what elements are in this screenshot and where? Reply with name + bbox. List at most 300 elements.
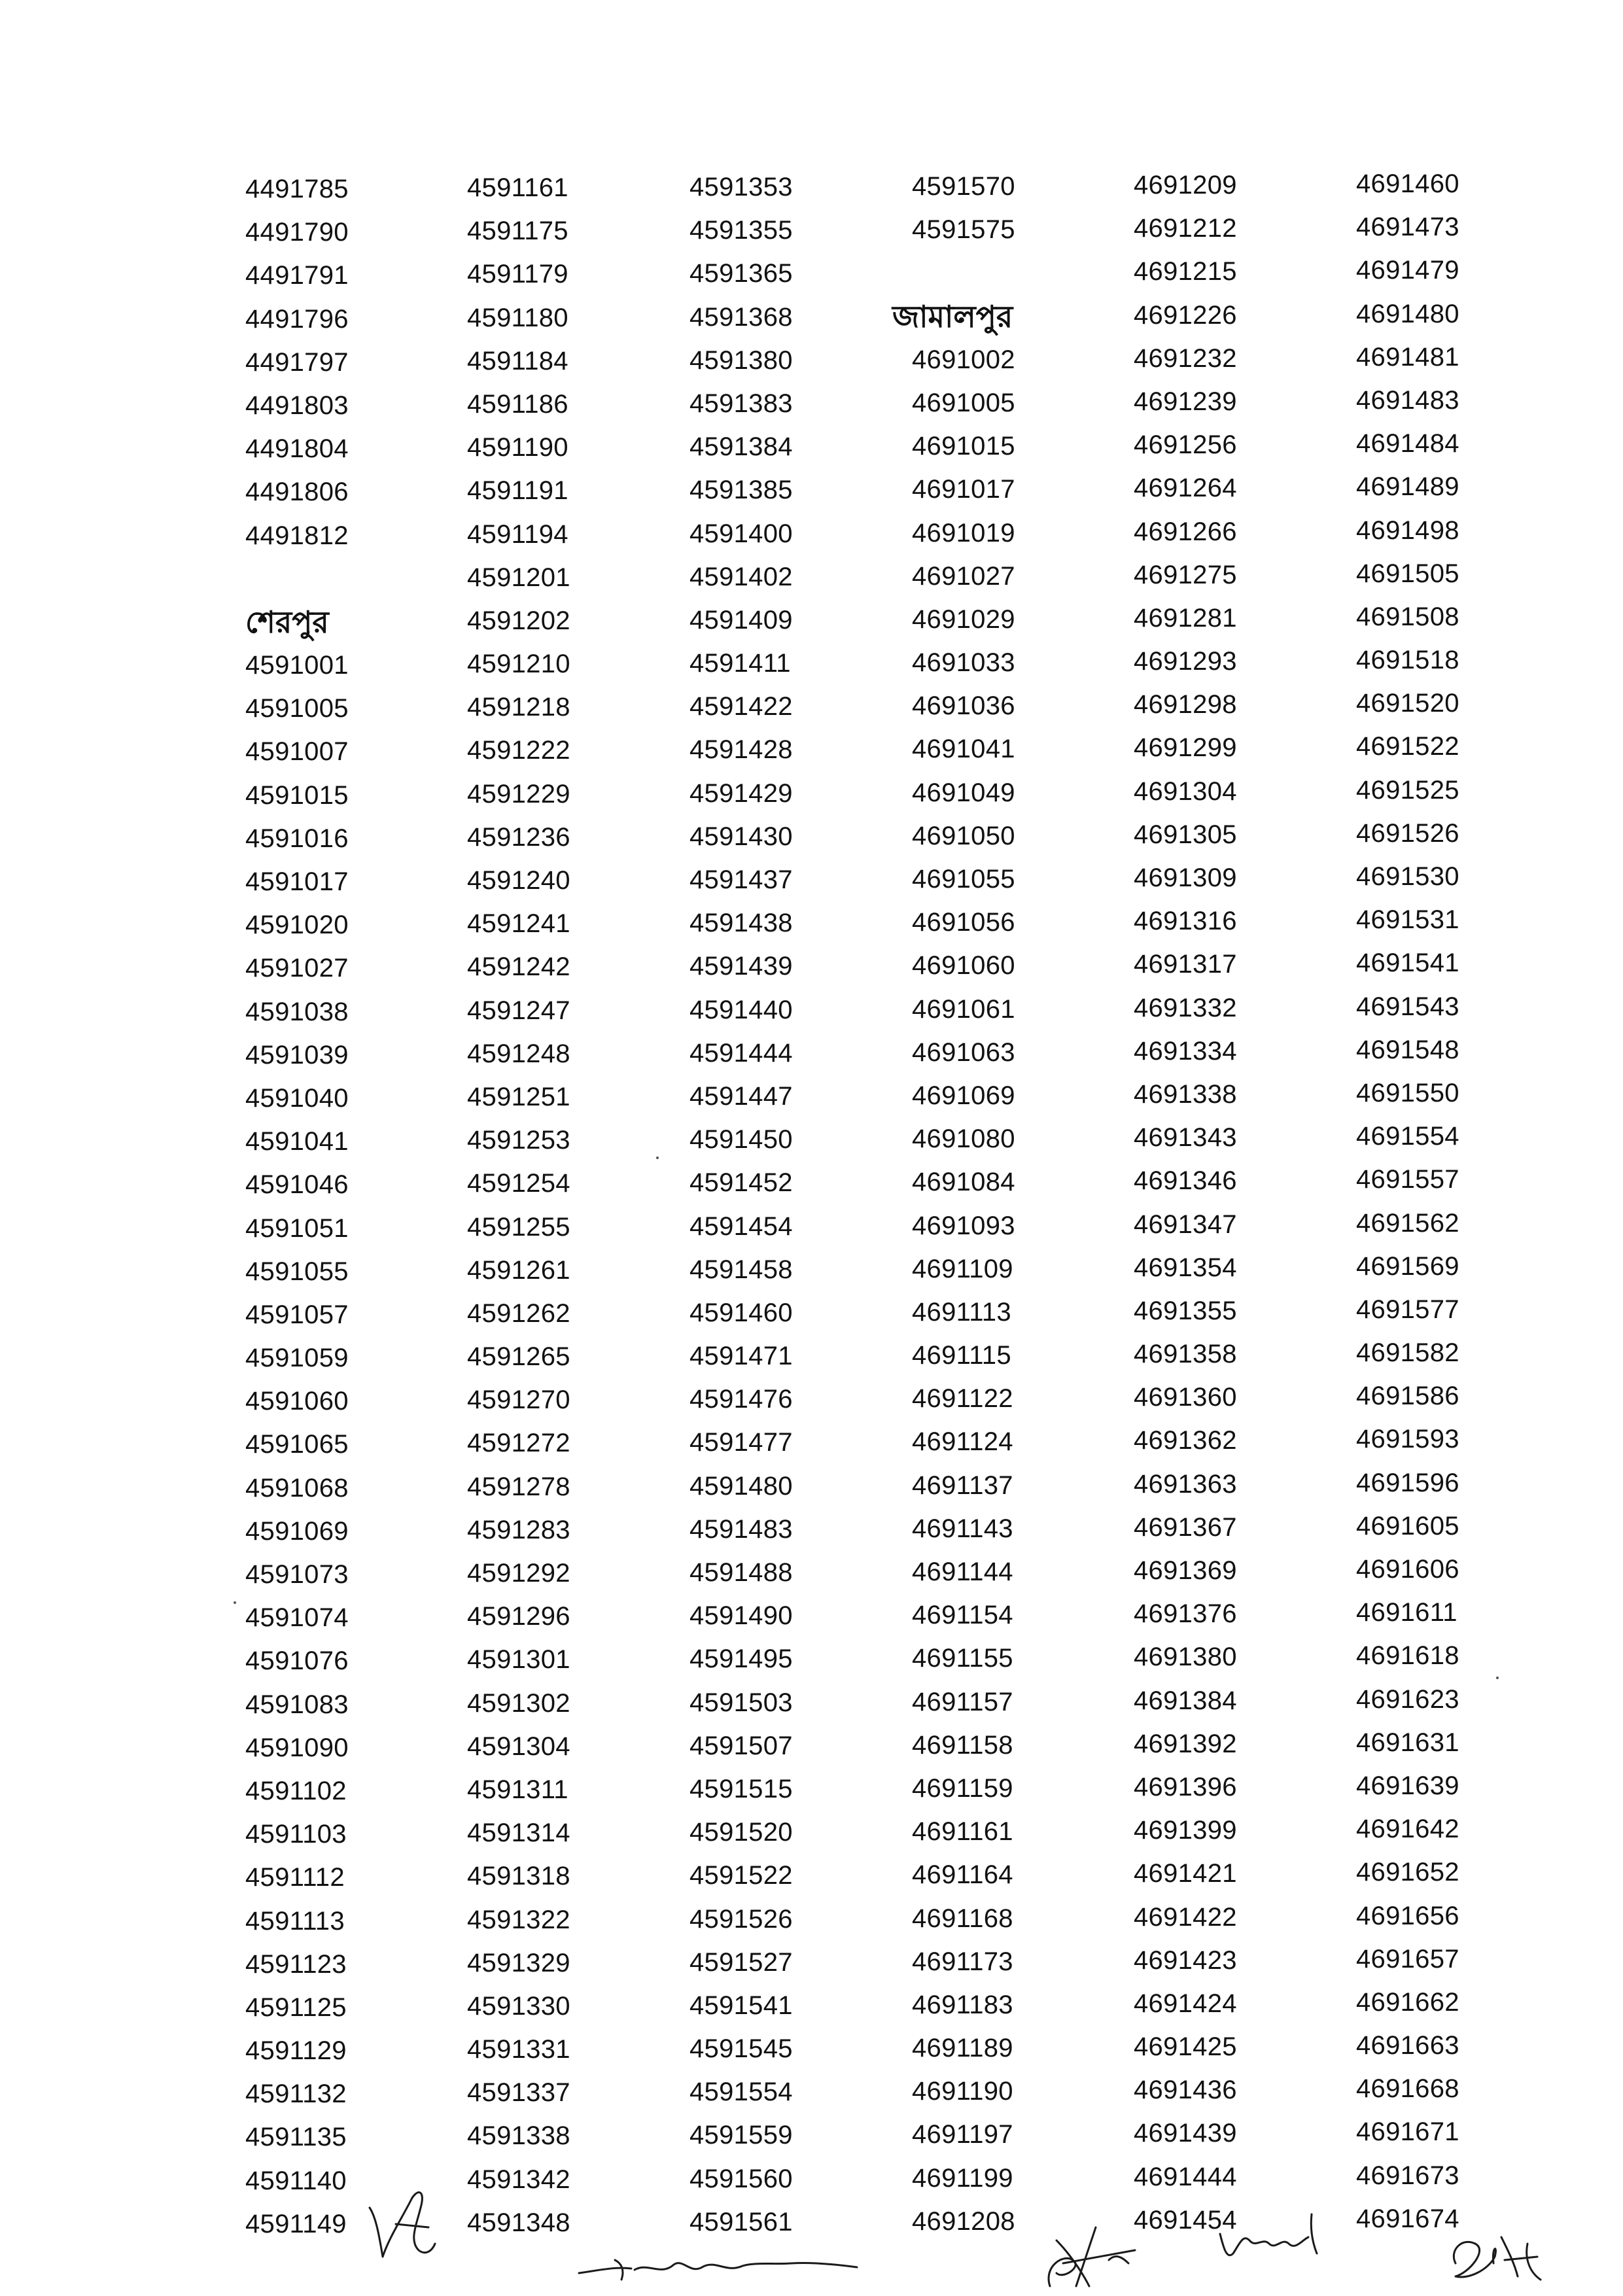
roll-number: 4691266 xyxy=(1134,517,1237,546)
roll-number: 4691481 xyxy=(1356,342,1459,372)
roll-number: 4691036 xyxy=(912,691,1015,721)
roll-number: 4591254 xyxy=(467,1169,570,1198)
roll-number: 4691668 xyxy=(1356,2074,1459,2104)
roll-number: 4691480 xyxy=(1356,299,1459,328)
roll-number: 4691518 xyxy=(1356,646,1459,675)
roll-number: 4591222 xyxy=(467,736,570,765)
roll-number: 4691662 xyxy=(1356,1987,1459,2017)
roll-number: 4691029 xyxy=(912,604,1015,634)
roll-number: 4691069 xyxy=(912,1081,1015,1110)
roll-number: 4691275 xyxy=(1134,560,1237,589)
roll-number: 4591040 xyxy=(245,1083,349,1113)
roll-number: 4691256 xyxy=(1134,430,1237,460)
roll-number: 4691281 xyxy=(1134,603,1237,633)
roll-number: 4691115 xyxy=(912,1341,1011,1370)
roll-number: 4691671 xyxy=(1356,2117,1459,2147)
roll-number: 4591027 xyxy=(245,954,349,983)
roll-number: 4591311 xyxy=(467,1775,568,1804)
roll-number: 4691173 xyxy=(912,1947,1013,1976)
district-heading: জামালপুর xyxy=(892,298,1013,334)
roll-number: 4591454 xyxy=(689,1211,793,1241)
roll-column-1 xyxy=(245,167,442,2246)
roll-column-3 xyxy=(689,165,886,2244)
roll-number: 4691015 xyxy=(912,432,1015,461)
roll-number: 4691508 xyxy=(1356,602,1459,631)
roll-number: 4691298 xyxy=(1134,690,1237,720)
roll-number: 4691208 xyxy=(912,2206,1015,2236)
roll-number: 4491797 xyxy=(245,347,349,377)
roll-number: 4591005 xyxy=(245,694,349,723)
roll-number: 4691392 xyxy=(1134,1729,1237,1758)
signature-4 xyxy=(1213,2208,1331,2267)
roll-number: 4591065 xyxy=(245,1430,349,1459)
roll-number: 4691124 xyxy=(912,1427,1013,1457)
roll-number: 4591495 xyxy=(689,1644,793,1674)
roll-number: 4691338 xyxy=(1134,1079,1237,1109)
roll-number: 4691484 xyxy=(1356,429,1459,459)
roll-number: 4591191 xyxy=(467,476,568,506)
roll-number: 4691215 xyxy=(1134,257,1237,287)
roll-number: 4691642 xyxy=(1356,1815,1459,1844)
roll-number: 4691582 xyxy=(1356,1338,1459,1368)
roll-number: 4691183 xyxy=(912,1990,1013,2019)
roll-number: 4691316 xyxy=(1134,907,1237,936)
roll-number: 4691525 xyxy=(1356,775,1459,805)
roll-number: 4691623 xyxy=(1356,1684,1459,1714)
roll-number: 4691264 xyxy=(1134,474,1237,503)
roll-number: 4691161 xyxy=(912,1817,1013,1847)
roll-number: 4591526 xyxy=(689,1904,793,1934)
roll-number: 4691239 xyxy=(1134,387,1237,416)
roll-number: 4591302 xyxy=(467,1688,570,1718)
roll-number: 4591301 xyxy=(467,1645,570,1675)
roll-number: 4591251 xyxy=(467,1082,570,1111)
roll-number: 4691548 xyxy=(1356,1035,1459,1064)
roll-number: 4491803 xyxy=(245,391,349,420)
roll-number: 4691396 xyxy=(1134,1772,1237,1801)
signature-5 xyxy=(1442,2224,1547,2289)
roll-number: 4691019 xyxy=(912,518,1015,548)
roll-number: 4691473 xyxy=(1356,213,1459,242)
roll-number: 4591201 xyxy=(467,563,570,592)
roll-number: 4591074 xyxy=(245,1603,349,1633)
signature-3 xyxy=(1037,2214,1142,2293)
roll-number: 4591338 xyxy=(467,2121,570,2151)
roll-number: 4591430 xyxy=(689,822,793,851)
roll-number: 4591041 xyxy=(245,1127,349,1157)
roll-number: 4591384 xyxy=(689,432,793,462)
roll-number: 4591060 xyxy=(245,1387,349,1416)
roll-number: 4591331 xyxy=(467,2035,570,2064)
roll-number: 4591409 xyxy=(689,605,793,635)
roll-number: 4591559 xyxy=(689,2121,793,2150)
roll-number: 4591471 xyxy=(689,1342,793,1371)
roll-number: 4691358 xyxy=(1134,1340,1237,1369)
roll-number: 4691596 xyxy=(1356,1468,1459,1497)
roll-number: 4591385 xyxy=(689,476,793,505)
roll-number: 4591575 xyxy=(912,215,1015,245)
roll-number: 4691530 xyxy=(1356,862,1459,891)
roll-number: 4691363 xyxy=(1134,1469,1237,1499)
signature-2 xyxy=(576,2250,864,2296)
roll-number: 4591411 xyxy=(689,649,791,678)
roll-number: 4591059 xyxy=(245,1344,349,1373)
roll-number: 4691656 xyxy=(1356,1901,1459,1930)
roll-number: 4691384 xyxy=(1134,1686,1237,1715)
roll-number: 4691332 xyxy=(1134,993,1237,1022)
roll-number: 4591262 xyxy=(467,1298,570,1328)
roll-number: 4591304 xyxy=(467,1731,570,1761)
roll-number: 4591016 xyxy=(245,824,349,853)
roll-number: 4691055 xyxy=(912,865,1015,894)
scan-speck xyxy=(1496,1677,1499,1679)
roll-number: 4591046 xyxy=(245,1170,349,1200)
roll-number: 4591490 xyxy=(689,1601,793,1631)
roll-number: 4591083 xyxy=(245,1690,349,1719)
roll-number: 4591149 xyxy=(245,2209,347,2238)
roll-number: 4591476 xyxy=(689,1385,793,1414)
spacer xyxy=(912,251,1108,294)
roll-number: 4691334 xyxy=(1134,1036,1237,1066)
roll-number: 4591428 xyxy=(689,735,793,765)
roll-number: 4691346 xyxy=(1134,1166,1237,1196)
roll-number: 4691084 xyxy=(912,1168,1015,1197)
roll-number: 4691164 xyxy=(912,1860,1013,1890)
roll-number: 4691154 xyxy=(912,1601,1013,1630)
roll-number: 4691362 xyxy=(1134,1426,1237,1455)
roll-number: 4691109 xyxy=(912,1254,1013,1283)
roll-number: 4491790 xyxy=(245,218,349,247)
roll-number: 4691209 xyxy=(1134,171,1237,200)
roll-number: 4591123 xyxy=(245,1949,347,1979)
roll-number: 4691618 xyxy=(1356,1641,1459,1671)
roll-number: 4691663 xyxy=(1356,2031,1459,2061)
roll-number: 4591520 xyxy=(689,1818,793,1847)
roll-number: 4691631 xyxy=(1356,1728,1459,1757)
roll-number: 4691422 xyxy=(1134,1902,1237,1932)
roll-number: 4491806 xyxy=(245,478,349,507)
roll-number: 4591186 xyxy=(467,389,568,419)
roll-number: 4591383 xyxy=(689,389,793,418)
roll-number: 4591380 xyxy=(689,345,793,375)
roll-number: 4691489 xyxy=(1356,472,1459,502)
roll-number: 4591248 xyxy=(467,1039,570,1068)
roll-number: 4591342 xyxy=(467,2165,570,2194)
roll-number: 4591460 xyxy=(689,1298,793,1327)
roll-number: 4691421 xyxy=(1134,1859,1237,1888)
roll-number: 4691226 xyxy=(1134,300,1237,330)
roll-number: 4491785 xyxy=(245,175,349,203)
roll-number: 4591229 xyxy=(467,779,570,809)
roll-number: 4591103 xyxy=(245,1820,347,1849)
roll-number: 4691479 xyxy=(1356,256,1459,285)
roll-number: 4691158 xyxy=(912,1730,1013,1760)
roll-number: 4691557 xyxy=(1356,1165,1459,1194)
roll-number: 4591348 xyxy=(467,2208,570,2237)
roll-number: 4591545 xyxy=(689,2034,793,2064)
roll-number: 4691080 xyxy=(912,1124,1015,1154)
roll-number: 4591337 xyxy=(467,2078,570,2108)
roll-number: 4691122 xyxy=(912,1384,1013,1414)
roll-number: 4591444 xyxy=(689,1038,793,1068)
roll-number: 4591076 xyxy=(245,1646,349,1676)
roll-number: 4591068 xyxy=(245,1473,349,1503)
roll-number: 4591270 xyxy=(467,1385,570,1415)
roll-number: 4591296 xyxy=(467,1602,570,1631)
roll-number: 4591069 xyxy=(245,1516,349,1546)
roll-number: 4491812 xyxy=(245,521,349,550)
roll-number: 4691460 xyxy=(1356,169,1459,198)
roll-number: 4591355 xyxy=(689,216,793,245)
roll-number: 4691673 xyxy=(1356,2161,1459,2190)
roll-number: 4691033 xyxy=(912,648,1015,678)
roll-number: 4591132 xyxy=(245,2079,347,2109)
roll-number: 4591090 xyxy=(245,1733,349,1762)
roll-number: 4591015 xyxy=(245,780,349,810)
roll-number: 4691061 xyxy=(912,994,1015,1024)
roll-number: 4691190 xyxy=(912,2077,1013,2106)
roll-number: 4691232 xyxy=(1134,343,1237,373)
roll-number: 4591440 xyxy=(689,995,793,1024)
roll-number: 4691380 xyxy=(1134,1643,1237,1672)
roll-number: 4691347 xyxy=(1134,1209,1237,1239)
roll-number: 4691586 xyxy=(1356,1382,1459,1411)
roll-number: 4691041 xyxy=(912,735,1015,764)
roll-number: 4591318 xyxy=(467,1862,570,1891)
roll-number: 4691399 xyxy=(1134,1816,1237,1845)
roll-number: 4591400 xyxy=(689,519,793,548)
roll-number: 4691376 xyxy=(1134,1599,1237,1629)
roll-number: 4591179 xyxy=(467,260,568,289)
roll-number: 4591554 xyxy=(689,2078,793,2107)
roll-number: 4591265 xyxy=(467,1342,570,1372)
roll-number: 4591330 xyxy=(467,1991,570,2021)
roll-number: 4691439 xyxy=(1134,2119,1237,2148)
roll-number: 4691360 xyxy=(1134,1383,1237,1412)
roll-number: 4691425 xyxy=(1134,2032,1237,2062)
roll-number: 4691577 xyxy=(1356,1295,1459,1324)
roll-number: 4691550 xyxy=(1356,1078,1459,1107)
roll-number: 4591522 xyxy=(689,1861,793,1890)
roll-number: 4691143 xyxy=(912,1514,1013,1543)
roll-number: 4691526 xyxy=(1356,818,1459,848)
roll-number: 4691027 xyxy=(912,561,1015,591)
roll-number: 4591314 xyxy=(467,1818,570,1848)
roll-number: 4591507 xyxy=(689,1731,793,1760)
scan-speck xyxy=(234,1601,236,1604)
roll-number: 4691569 xyxy=(1356,1251,1459,1281)
roll-number: 4691674 xyxy=(1356,2204,1459,2233)
roll-number: 4691157 xyxy=(912,1687,1013,1716)
roll-number: 4691423 xyxy=(1134,1945,1237,1975)
roll-number: 4591452 xyxy=(689,1168,793,1198)
roll-number: 4591437 xyxy=(689,865,793,894)
roll-number: 4591365 xyxy=(689,259,793,288)
roll-number: 4691444 xyxy=(1134,2162,1237,2191)
roll-number: 4691060 xyxy=(912,951,1015,981)
roll-number: 4591560 xyxy=(689,2164,793,2193)
roll-number: 4691505 xyxy=(1356,559,1459,588)
roll-number: 4691050 xyxy=(912,821,1015,850)
roll-number: 4491804 xyxy=(245,434,349,464)
roll-number: 4691305 xyxy=(1134,820,1237,849)
roll-number: 4691543 xyxy=(1356,992,1459,1021)
roll-number: 4691309 xyxy=(1134,863,1237,892)
roll-number: 4691049 xyxy=(912,778,1015,807)
roll-number: 4591001 xyxy=(245,651,349,680)
roll-column-6 xyxy=(1356,162,1552,2240)
roll-number: 4691197 xyxy=(912,2120,1013,2149)
roll-number: 4691605 xyxy=(1356,1511,1459,1540)
roll-number: 4691093 xyxy=(912,1211,1015,1240)
roll-number: 4591515 xyxy=(689,1774,793,1803)
roll-number: 4591439 xyxy=(689,952,793,981)
roll-number: 4691355 xyxy=(1134,1296,1237,1325)
roll-number: 4591102 xyxy=(245,1776,347,1805)
roll-number: 4691304 xyxy=(1134,776,1237,806)
roll-column-4 xyxy=(892,165,1108,2243)
roll-number: 4591272 xyxy=(467,1429,570,1458)
roll-number: 4591112 xyxy=(245,1863,345,1892)
roll-number: 4591140 xyxy=(245,2166,347,2195)
roll-number: 4691293 xyxy=(1134,647,1237,676)
roll-number: 4491796 xyxy=(245,304,349,334)
roll-number: 4691367 xyxy=(1134,1512,1237,1542)
roll-number: 4691522 xyxy=(1356,732,1459,761)
roll-number: 4691436 xyxy=(1134,2076,1237,2105)
roll-number: 4591503 xyxy=(689,1688,793,1717)
roll-number: 4691593 xyxy=(1356,1425,1459,1454)
roll-number: 4591527 xyxy=(689,1947,793,1977)
roll-number: 4591113 xyxy=(245,1906,345,1936)
roll-number: 4591007 xyxy=(245,737,349,767)
roll-number: 4591283 xyxy=(467,1515,570,1544)
roll-column-2 xyxy=(467,166,663,2244)
roll-number: 4691005 xyxy=(912,388,1015,417)
roll-number: 4591057 xyxy=(245,1300,349,1329)
roll-number: 4691531 xyxy=(1356,905,1459,935)
roll-number: 4591210 xyxy=(467,650,570,679)
roll-number: 4691424 xyxy=(1134,1989,1237,2018)
roll-number: 4591039 xyxy=(245,1040,349,1070)
roll-number: 4691189 xyxy=(912,2034,1013,2063)
roll-number: 4591329 xyxy=(467,1948,570,1977)
scan-speck xyxy=(656,1157,659,1159)
roll-number: 4591488 xyxy=(689,1558,793,1587)
roll-number: 4591561 xyxy=(689,2207,793,2236)
roll-number: 4691144 xyxy=(912,1557,1013,1586)
roll-number: 4591194 xyxy=(467,519,568,549)
roll-number: 4591322 xyxy=(467,1905,570,1934)
spacer xyxy=(245,557,442,600)
roll-number: 4591180 xyxy=(467,303,568,332)
roll-number: 4691113 xyxy=(912,1297,1011,1327)
roll-number: 4591241 xyxy=(467,909,570,939)
roll-number: 4591202 xyxy=(467,606,570,635)
roll-number: 4691606 xyxy=(1356,1555,1459,1584)
roll-number: 4691541 xyxy=(1356,948,1459,978)
roll-number: 4491791 xyxy=(245,261,349,290)
roll-number: 4591184 xyxy=(467,346,568,375)
roll-number: 4691520 xyxy=(1356,689,1459,718)
roll-number: 4691212 xyxy=(1134,214,1237,243)
roll-number: 4591073 xyxy=(245,1560,349,1589)
roll-number: 4591247 xyxy=(467,996,570,1025)
roll-number: 4591125 xyxy=(245,1992,347,2022)
roll-number: 4591422 xyxy=(689,692,793,722)
roll-number: 4591541 xyxy=(689,1991,793,2020)
roll-number: 4691343 xyxy=(1134,1123,1237,1153)
roll-number: 4691611 xyxy=(1356,1598,1457,1627)
roll-number: 4591051 xyxy=(245,1213,349,1243)
roll-number: 4591438 xyxy=(689,909,793,938)
roll-number: 4591190 xyxy=(467,433,568,462)
roll-number: 4591447 xyxy=(689,1081,793,1111)
roll-number: 4591175 xyxy=(467,217,568,246)
roll-number: 4591218 xyxy=(467,693,570,722)
roll-number: 4591253 xyxy=(467,1126,570,1155)
roll-number: 4691199 xyxy=(912,2163,1013,2193)
roll-number: 4691483 xyxy=(1356,385,1459,415)
roll-number: 4591017 xyxy=(245,867,349,896)
roll-number: 4691657 xyxy=(1356,1944,1459,1974)
roll-number: 4691498 xyxy=(1356,515,1459,545)
roll-number: 4591261 xyxy=(467,1255,570,1285)
roll-number: 4691369 xyxy=(1134,1556,1237,1585)
roll-number: 4691063 xyxy=(912,1037,1015,1067)
roll-number: 4591429 xyxy=(689,778,793,808)
roll-number: 4691562 xyxy=(1356,1208,1459,1238)
roll-column-5 xyxy=(1134,164,1330,2242)
roll-number: 4691354 xyxy=(1134,1253,1237,1282)
roll-number: 4691652 xyxy=(1356,1858,1459,1887)
roll-number: 4591240 xyxy=(467,866,570,895)
roll-number: 4591570 xyxy=(912,172,1015,201)
signature-1 xyxy=(357,2178,448,2270)
roll-number: 4591458 xyxy=(689,1255,793,1284)
roll-number: 4591402 xyxy=(689,562,793,591)
roll-number: 4691554 xyxy=(1356,1122,1459,1151)
roll-number: 4591292 xyxy=(467,1559,570,1588)
roll-number: 4691299 xyxy=(1134,733,1237,763)
roll-number: 4691002 xyxy=(912,345,1015,374)
roll-number: 4691137 xyxy=(912,1470,1013,1500)
roll-number: 4591055 xyxy=(245,1257,349,1286)
roll-number: 4591477 xyxy=(689,1428,793,1457)
roll-number: 4591236 xyxy=(467,822,570,852)
roll-number: 4591242 xyxy=(467,952,570,982)
roll-number: 4591255 xyxy=(467,1212,570,1242)
roll-number: 4591353 xyxy=(689,173,793,201)
roll-number: 4591278 xyxy=(467,1472,570,1501)
roll-number: 4691017 xyxy=(912,475,1015,504)
roll-number: 4691056 xyxy=(912,908,1015,937)
roll-number: 4591020 xyxy=(245,911,349,940)
district-heading: শেরপুর xyxy=(245,604,329,640)
roll-number: 4691159 xyxy=(912,1773,1013,1803)
roll-number: 4591135 xyxy=(245,2123,347,2152)
roll-number: 4591368 xyxy=(689,302,793,332)
roll-number: 4591450 xyxy=(689,1125,793,1155)
roll-number: 4691639 xyxy=(1356,1771,1459,1800)
roll-number: 4691155 xyxy=(912,1644,1013,1673)
roll-number: 4591129 xyxy=(245,2036,347,2066)
roll-number: 4691317 xyxy=(1134,950,1237,979)
roll-number: 4691454 xyxy=(1134,2205,1237,2235)
roll-number: 4591483 xyxy=(689,1514,793,1544)
roll-number: 4591038 xyxy=(245,997,349,1026)
roll-number: 4691168 xyxy=(912,1904,1013,1933)
